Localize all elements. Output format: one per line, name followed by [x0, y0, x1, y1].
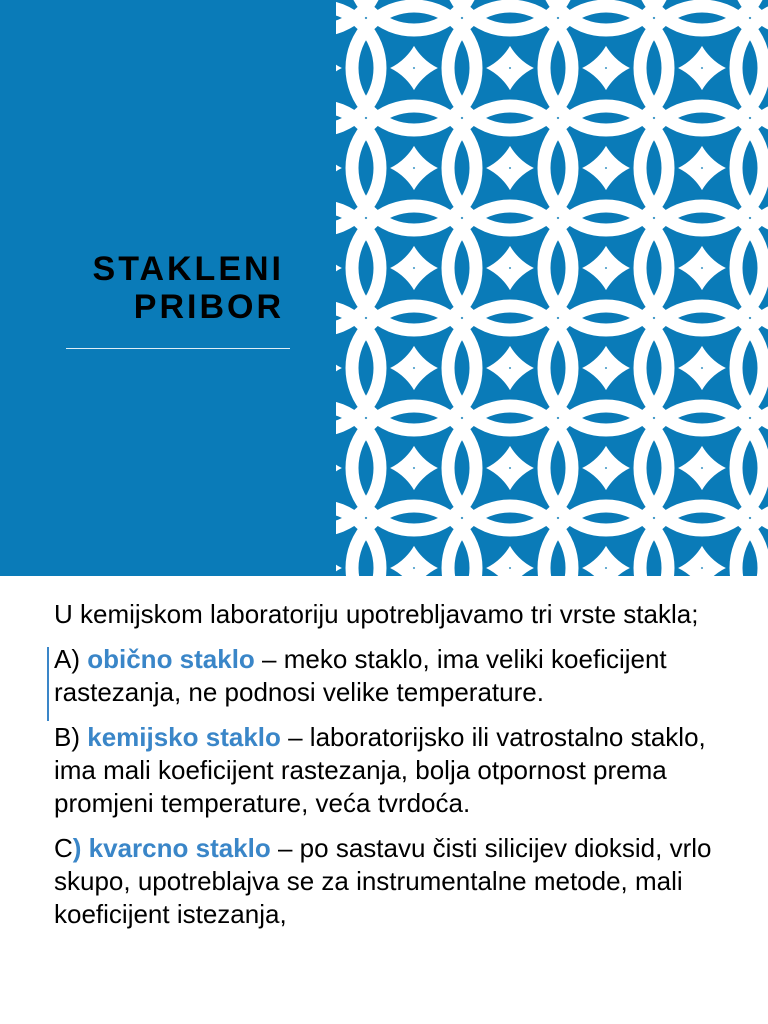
title-underline: [66, 348, 290, 349]
item-term: ) kvarcno staklo: [72, 833, 271, 863]
circle-pattern-decoration: [336, 0, 768, 576]
item-text: – meko staklo, ima veliki koeficijent rastezanja, ne podnosi velike temperature.: [54, 644, 667, 707]
item-text: – po sastavu čisti silicijev dioksid, vrlo skupo, upotreblajva se za instrumentalne metode, mali koeficijent istezanja,: [54, 833, 712, 929]
item-term: obično staklo: [87, 644, 255, 674]
item-prefix: B): [54, 722, 88, 752]
item-prefix: A): [54, 644, 88, 674]
list-item: [54, 721, 754, 820]
item-text: – laboratorijsko ili vatrostalno staklo, ima mali koeficijent rastezanja, bolja otpornost prema promjeni temperature, veća tvrdoća.: [54, 722, 706, 818]
list-item: [54, 832, 754, 931]
slide-body: [54, 598, 754, 943]
title-line-2: PRIBOR: [133, 288, 284, 326]
title-line-1: STAKLENI: [92, 250, 284, 288]
list-item: [54, 643, 754, 709]
item-term: kemijsko staklo: [87, 722, 281, 752]
slide-title: [93, 250, 284, 326]
intro-paragraph: U kemijskom laboratoriju upotrebljavamo tri vrste stakla;: [54, 599, 699, 629]
item-prefix: C: [54, 833, 73, 863]
text-cursor-bar: [47, 647, 49, 721]
